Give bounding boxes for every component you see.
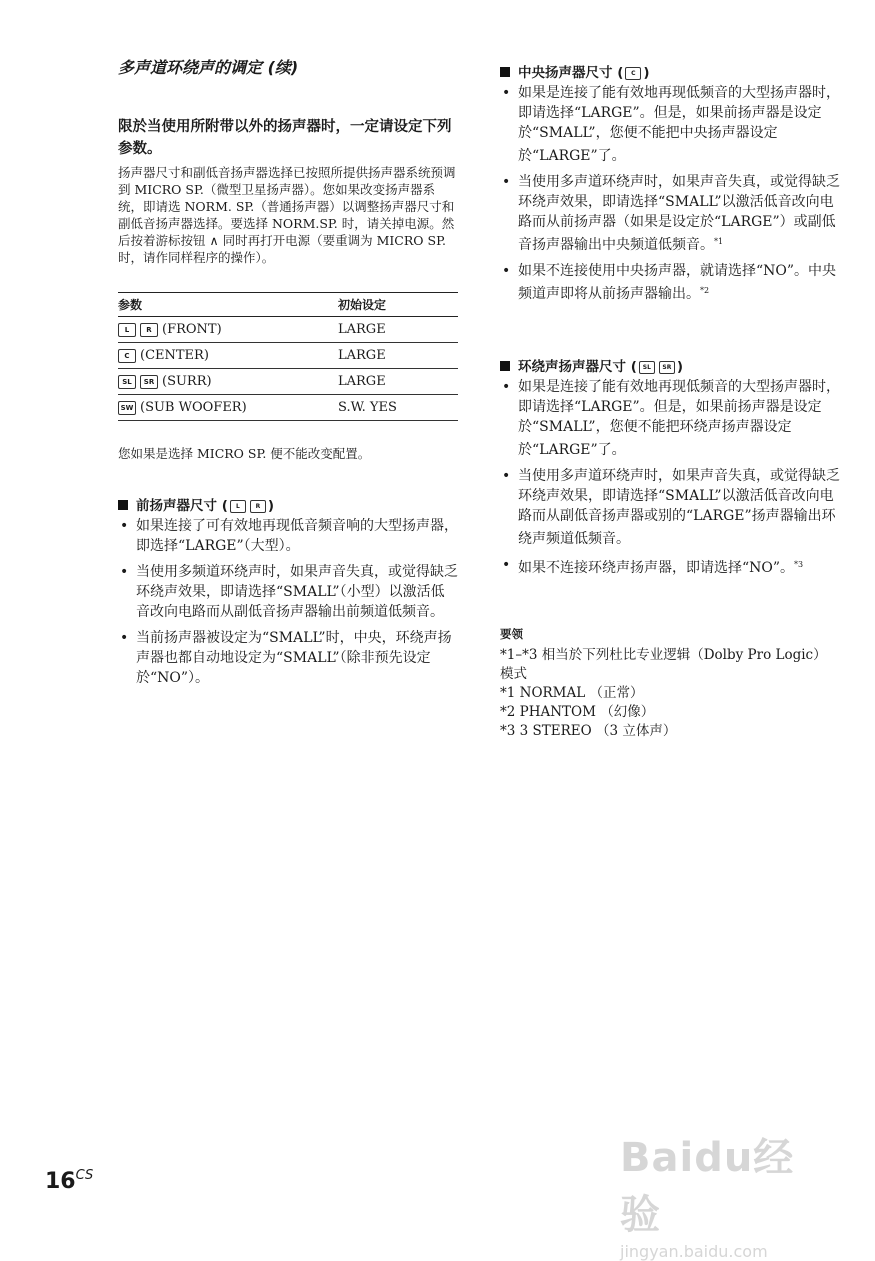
front-right-speaker-icon: R — [140, 323, 158, 337]
setting-cell: LARGE — [338, 343, 458, 369]
surround-speaker-list — [500, 377, 840, 584]
tip-line: *1–*3 相当於下列杜比专业逻辑（Dolby Pro Logic）模式 — [500, 647, 827, 682]
lead-text: 限於当使用所附带以外的扬声器时，一定请设定下列参数。 — [118, 119, 452, 157]
section-title: 多声道环绕声的调定 (续) — [118, 58, 299, 77]
list-item: • 当前扬声器被设定为“SMALL”时，中央，环绕声扬声器也都自动地设定为“SMALL”（除非预先设定於“NO”）。 — [118, 628, 458, 688]
surround-right-speaker-icon: SR — [659, 361, 675, 374]
table-row — [118, 343, 458, 369]
setting-cell: S.W. YES — [338, 395, 458, 421]
page-number: $16^{CS}$ — [45, 1168, 94, 1194]
center-speaker-icon: C — [118, 349, 136, 363]
param-label: (CENTER) — [140, 348, 209, 363]
tip-heading: 要领 — [500, 627, 523, 641]
center-speaker-icon: C — [625, 67, 641, 80]
surround-right-speaker-icon: SR — [140, 375, 158, 389]
front-speaker-heading: 前扬声器尺寸 ( L R ) — [118, 494, 274, 514]
front-right-speaker-icon: R — [250, 500, 266, 513]
list-item: • 如果不连接环绕声扬声器，即请选择“NO”。$^{*3}$ — [500, 555, 840, 578]
list-item: • 当使用多声道环绕声时，如果声音失真，或觉得缺乏环绕声效果，即请选择“SMALL”以激活低音改向电路而从副低音扬声器或别的“LARGE”扬声器输出环绕声频道低频音。 — [500, 466, 840, 549]
table-row — [118, 395, 458, 421]
watermark-url: jingyan.baidu.com — [620, 1242, 768, 1261]
tip-line: *1 NORMAL （正常） — [500, 685, 644, 701]
micro-sp-note: 您如果是选择 MICRO SP. 便不能改变配置。 — [118, 446, 371, 461]
front-speaker-list — [118, 516, 458, 694]
tip-block — [500, 646, 840, 741]
param-label: (FRONT) — [162, 322, 222, 337]
list-item: • 如果是连接了能有效地再现低频音的大型扬声器时，即请选择“LARGE”。但是，如果前扬声器是设定於“SMALL”，您便不能把中央扬声器设定於“LARGE”了。 — [500, 83, 840, 166]
param-label: (SUB WOOFER) — [140, 400, 247, 415]
subwoofer-speaker-icon: SW — [118, 401, 136, 415]
param-cell — [118, 369, 338, 395]
front-left-speaker-icon: L — [118, 323, 136, 337]
tip-line: *2 PHANTOM （幻像） — [500, 704, 655, 720]
param-column-header: 参数 — [118, 293, 338, 317]
setting-cell: LARGE — [338, 317, 458, 343]
page-suffix: CS — [75, 1168, 94, 1183]
list-item: • 如果是连接了能有效地再现低频音的大型扬声器时，即请选择“LARGE”。但是，如果前扬声器是设定於“SMALL”，您便不能把环绕声扬声器设定於“LARGE”了。 — [500, 377, 840, 460]
surround-speaker-heading: 环绕声扬声器尺寸 ( SL SR ) — [500, 355, 683, 375]
square-bullet-icon — [500, 67, 510, 77]
center-speaker-heading: 中央扬声器尺寸 ( C ) — [500, 61, 650, 81]
list-item: • 如果连接了可有效地再现低音频音响的大型扬声器，即选择“LARGE”（大型）。 — [118, 516, 458, 556]
front-left-speaker-icon: L — [230, 500, 246, 513]
table-row — [118, 369, 458, 395]
param-cell — [118, 317, 338, 343]
parameter-table — [118, 292, 458, 421]
param-cell — [118, 395, 338, 421]
watermark — [620, 1126, 820, 1261]
list-item: • 如果不连接使用中央扬声器，就请选择“NO”。中央频道声即将从前扬声器输出。$^{*2}$ — [500, 261, 840, 304]
param-label: (SURR) — [162, 374, 212, 389]
center-speaker-list — [500, 83, 840, 310]
table-row — [118, 317, 458, 343]
param-cell — [118, 343, 338, 369]
surround-left-speaker-icon: SL — [639, 361, 655, 374]
watermark-logo: Baidu经验 — [620, 1135, 795, 1238]
list-item: • 当使用多频道环绕声时，如果声音失真，或觉得缺乏环绕声效果，即请选择“SMALL”（小型）以激活低音改向电路而从副低音扬声器输出前频道低频音。 — [118, 562, 458, 622]
list-item: • 当使用多声道环绕声时，如果声音失真，或觉得缺乏环绕声效果，即请选择“SMALL”以激活低音改向电路而从前扬声器（如果是设定於“LARGE”）或副低音扬声器输出中央频道低频音。$^{*1}$ — [500, 172, 840, 255]
table-header-row — [118, 293, 458, 317]
setting-column-header: 初始设定 — [338, 293, 458, 317]
setting-cell: LARGE — [338, 369, 458, 395]
square-bullet-icon — [500, 361, 510, 371]
square-bullet-icon — [118, 500, 128, 510]
intro-paragraph: 扬声器尺寸和副低音扬声器选择已按照所提供扬声器系统预调到 MICRO SP.（微型卫星扬声器）。您如果改变扬声器系统，即请选 NORM. SP.（普通扬声器）以调整扬声器尺寸和副低音扬声器选择。要选择 NORM.SP. 时，请关掉电源。然后按着游标按钮 ∧ 同时再打开电源（要重调为 MICRO SP. 时，请作同样程序的操作）。 — [118, 165, 456, 265]
tip-line: *3 3 STEREO （3 立体声） — [500, 723, 677, 739]
surround-left-speaker-icon: SL — [118, 375, 136, 389]
